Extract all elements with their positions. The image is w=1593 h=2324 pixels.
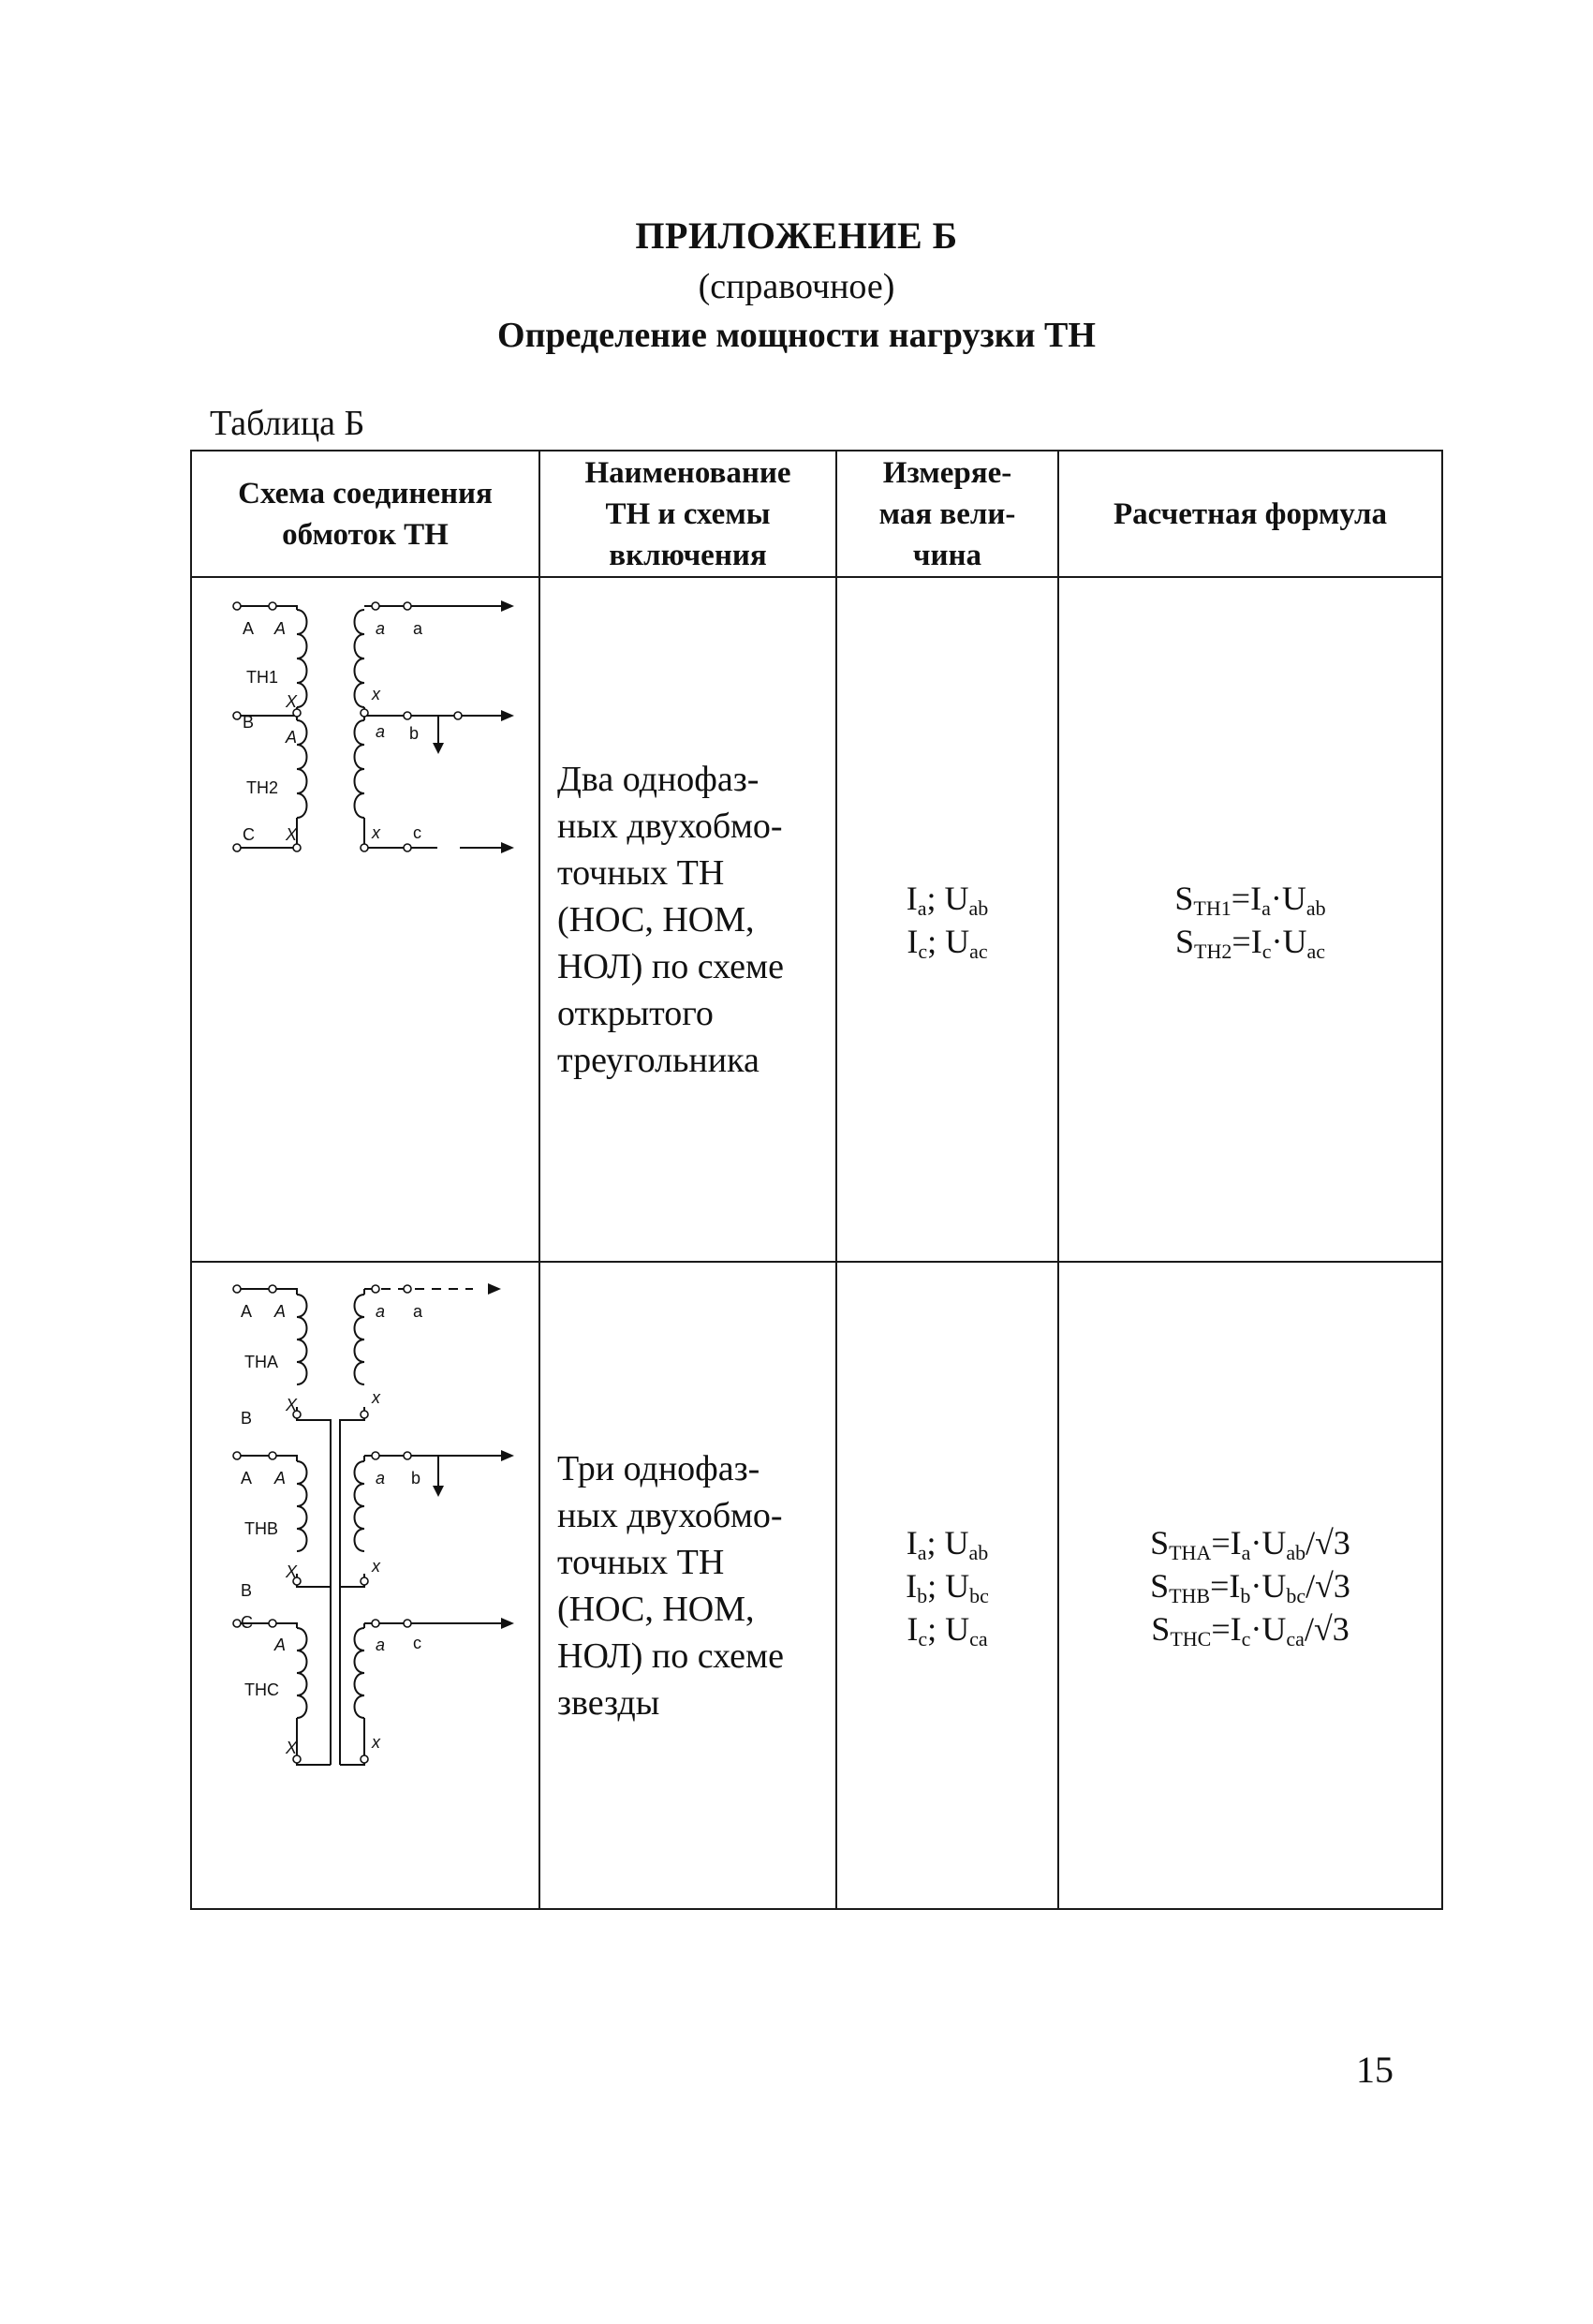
svg-text:c: c — [413, 1634, 421, 1652]
svg-text:a: a — [413, 1302, 423, 1321]
formula-line: $S_{THC}=I_c\cdot U_{ca}/√3$ — [1151, 1609, 1350, 1650]
open-delta-wiring-diagram — [192, 578, 538, 878]
svg-text:x: x — [372, 1557, 380, 1576]
svg-text:b: b — [409, 724, 420, 743]
star-diagram-cell — [191, 1262, 539, 1909]
svg-text:B: B — [241, 1409, 253, 1428]
svg-text:A: A — [274, 619, 287, 638]
measured-line: $I_c$; $U_{ca}$ — [907, 1609, 988, 1650]
svg-text:X: X — [286, 1562, 298, 1581]
table-header-row — [191, 451, 1442, 577]
col-header-formula: Расчетная формула — [1058, 451, 1442, 577]
svg-text:a: a — [376, 619, 386, 638]
formula-line: $S_{THB}=I_b\cdot U_{bc}/√3$ — [1150, 1566, 1350, 1607]
load-power-table — [190, 450, 1443, 1910]
svg-text:x: x — [372, 823, 380, 842]
svg-text:A: A — [286, 728, 298, 747]
svg-text:TH2: TH2 — [246, 778, 279, 797]
appendix-heading: ПРИЛОЖЕНИЕ Б — [635, 215, 958, 257]
star-measured-cell — [836, 1262, 1058, 1909]
svg-text:C: C — [243, 825, 255, 844]
svg-text:a: a — [376, 1636, 386, 1654]
col-header-scheme: Схема соединения обмоток ТН — [191, 451, 539, 577]
svg-text:B: B — [241, 1581, 253, 1600]
table-caption: Таблица Б — [210, 404, 365, 443]
svg-text:x: x — [372, 685, 380, 703]
svg-text:A: A — [274, 1469, 287, 1488]
svg-text:THC: THC — [244, 1680, 279, 1699]
measured-line: $I_a$; $U_{ab}$ — [906, 1523, 989, 1564]
svg-text:A: A — [243, 619, 255, 638]
svg-text:a: a — [376, 722, 386, 741]
formula-line: $S_{THA}=I_a\cdot U_{ab}/√3$ — [1150, 1523, 1350, 1564]
star-formula-cell — [1058, 1262, 1442, 1909]
measured-line: $I_a$; $U_{ab}$ — [906, 879, 989, 920]
svg-text:A: A — [274, 1636, 287, 1654]
svg-text:a: a — [413, 619, 423, 638]
svg-text:THA: THA — [244, 1353, 278, 1371]
svg-text:x: x — [372, 1733, 380, 1752]
svg-text:X: X — [286, 692, 298, 711]
star-wiring-diagram — [192, 1263, 538, 1787]
open-delta-diagram-cell — [191, 577, 539, 1262]
table-row — [191, 577, 1442, 1262]
measured-line: $I_c$; $U_{ac}$ — [907, 922, 988, 963]
svg-text:C: C — [241, 1613, 253, 1632]
page-number: 15 — [1356, 2049, 1394, 2091]
svg-text:B: B — [243, 713, 255, 732]
svg-text:TH1: TH1 — [246, 668, 279, 687]
table-row — [191, 1262, 1442, 1909]
svg-text:THB: THB — [244, 1519, 278, 1538]
svg-text:A: A — [274, 1302, 287, 1321]
col-header-measured: Измеряе- мая вели- чина — [836, 451, 1058, 577]
appendix-subtitle: (справочное) — [698, 267, 895, 306]
svg-text:X: X — [286, 1739, 298, 1757]
open-delta-measured-cell — [836, 577, 1058, 1262]
svg-text:A: A — [241, 1469, 253, 1488]
svg-text:X: X — [286, 825, 298, 844]
formula-line: $S_{TH2}=I_c\cdot U_{ac}$ — [1175, 922, 1325, 963]
open-delta-formula-cell — [1058, 577, 1442, 1262]
formula-line: $S_{TH1}=I_a\cdot U_{ab}$ — [1174, 879, 1326, 920]
svg-text:a: a — [376, 1469, 386, 1488]
col-header-name: Наименование ТН и схемы включения — [539, 451, 836, 577]
measured-line: $I_b$; $U_{bc}$ — [906, 1566, 989, 1607]
svg-text:a: a — [376, 1302, 386, 1321]
svg-text:x: x — [372, 1388, 380, 1407]
open-delta-name-cell: Два однофаз- ных двухобмо- точных ТН (НОС, НОМ, НОЛ) по схеме открытого треугольника — [539, 577, 836, 1262]
svg-text:c: c — [413, 823, 421, 842]
appendix-title: Определение мощности нагрузки ТН — [497, 316, 1096, 355]
svg-text:X: X — [286, 1396, 298, 1414]
star-name-cell: Три однофаз- ных двухобмо- точных ТН (НОС, НОМ, НОЛ) по схеме звезды — [539, 1262, 836, 1909]
svg-text:A: A — [241, 1302, 253, 1321]
svg-text:b: b — [411, 1469, 421, 1488]
